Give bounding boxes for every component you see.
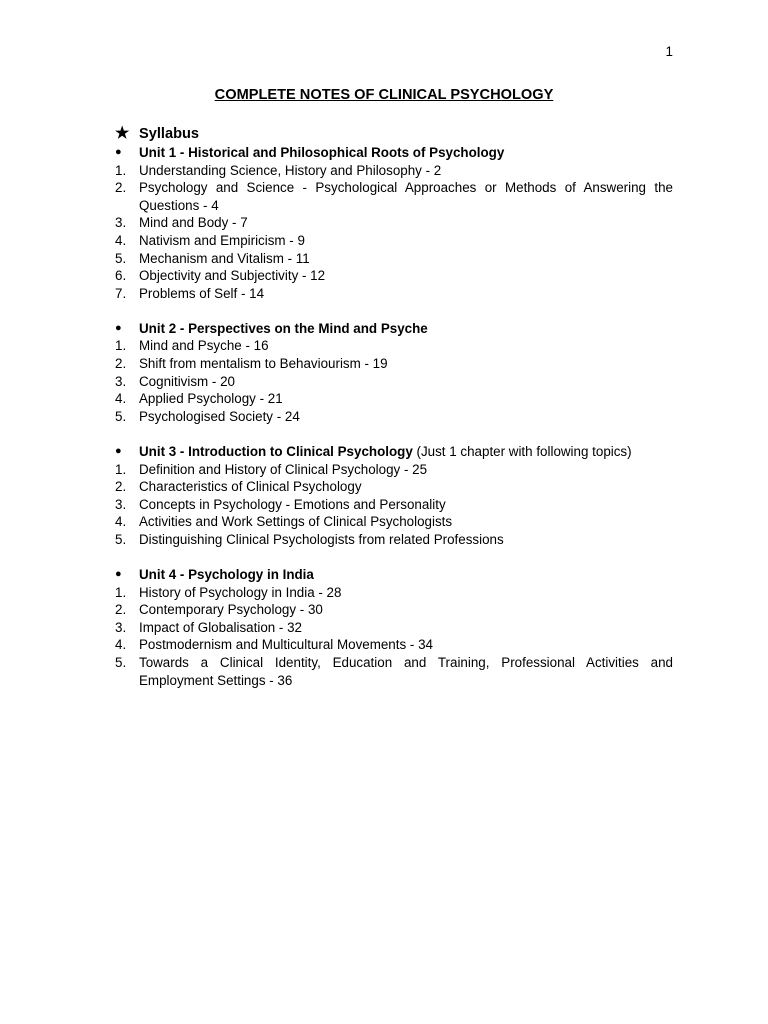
topic-text: Mechanism and Vitalism - 11: [139, 250, 310, 266]
topic-number: 1.: [115, 338, 127, 354]
topic-text: Psychologised Society - 24: [139, 408, 300, 424]
topic-item: [115, 337, 673, 355]
bullet-icon: ●: [115, 567, 122, 580]
topic-text: Mind and Body - 7: [139, 215, 248, 231]
unit-section: [115, 144, 673, 302]
topic-text: Shift from mentalism to Behaviourism - 19: [139, 356, 388, 372]
unit-heading-text: [139, 320, 673, 338]
topic-text: Activities and Work Settings of Clinical Psychologists: [139, 514, 453, 530]
topic-text: Impact of Globalisation - 32: [139, 619, 303, 635]
topic-text: Postmodernism and Multicultural Movements - 34: [139, 637, 433, 653]
topic-item: [115, 496, 673, 514]
topic-number: 2.: [115, 180, 127, 196]
topic-number: 6.: [115, 268, 127, 284]
topic-number: 1.: [115, 461, 127, 477]
topic-text: Mind and Psyche - 16: [139, 338, 269, 354]
bullet-icon: ●: [115, 444, 122, 457]
topic-text: History of Psychology in India - 28: [139, 584, 342, 600]
topic-number: 5.: [115, 531, 127, 547]
topic-item: [115, 355, 673, 373]
unit-note: (Just 1 chapter with following topics): [412, 443, 632, 459]
topic-number: 5.: [115, 250, 127, 266]
syllabus-label: Syllabus: [139, 126, 200, 142]
topic-text: Contemporary Psychology - 30: [139, 602, 323, 618]
unit-title: Unit 2 - Perspectives on the Mind and Psyche: [139, 320, 428, 336]
unit-heading: [115, 144, 673, 162]
topic-number: 2.: [115, 479, 127, 495]
topic-item: [115, 390, 673, 408]
topic-number: 4.: [115, 391, 127, 407]
topic-text: Concepts in Psychology - Emotions and Personality: [139, 496, 446, 512]
topic-item: [115, 179, 673, 214]
topic-item: [115, 267, 673, 285]
topic-text: Problems of Self - 14: [139, 285, 265, 301]
topic-text: Understanding Science, History and Philosophy - 2: [139, 162, 442, 178]
topic-item: [115, 285, 673, 303]
topic-number: 1.: [115, 584, 127, 600]
unit-heading-text: [139, 566, 673, 584]
topic-number: 3.: [115, 215, 127, 231]
topic-item: [115, 531, 673, 549]
unit-heading-text: [139, 144, 673, 162]
topic-text: Towards a Clinical Identity, Education and Training, Professional Activities and Employment Settings - 36: [139, 654, 673, 688]
document-title: COMPLETE NOTES OF CLINICAL PSYCHOLOGY: [214, 87, 554, 103]
topic-item: [115, 232, 673, 250]
unit-section: [115, 320, 673, 426]
bullet-icon: ●: [115, 146, 122, 158]
unit-title: Unit 4 - Psychology in India: [139, 566, 314, 582]
topic-item: [115, 584, 673, 602]
topic-text: Distinguishing Clinical Psychologists from related Professions: [139, 531, 504, 547]
unit-section: [115, 566, 673, 689]
topic-item: [115, 461, 673, 479]
topic-item: [115, 601, 673, 619]
topic-item: [115, 214, 673, 232]
unit-heading-text: [139, 443, 673, 461]
topic-text: Nativism and Empiricism - 9: [139, 232, 305, 248]
topic-item: [115, 636, 673, 654]
topic-number: 4.: [115, 232, 127, 248]
topic-text: Definition and History of Clinical Psychology - 25: [139, 461, 428, 477]
topic-item: [115, 619, 673, 637]
unit-heading: [115, 443, 673, 461]
unit-section: [115, 443, 673, 549]
topic-item: [115, 373, 673, 391]
topic-number: 1.: [115, 162, 127, 178]
topic-number: 3.: [115, 373, 127, 389]
topic-text: Objectivity and Subjectivity - 12: [139, 268, 326, 284]
topic-text: Characteristics of Clinical Psychology: [139, 479, 362, 495]
unit-heading: [115, 320, 673, 338]
unit-list: [115, 144, 673, 689]
page-number: 1: [665, 44, 673, 59]
unit-title: Unit 1 - Historical and Philosophical Roots of Psychology: [139, 145, 505, 160]
topic-item: [115, 250, 673, 268]
syllabus-heading: [115, 124, 673, 144]
topic-number: 7.: [115, 285, 127, 301]
topic-text: Psychology and Science - Psychological Approaches or Methods of Answering the Questions - 4: [139, 180, 673, 213]
unit-title: Unit 3 - Introduction to Clinical Psychology: [139, 443, 413, 459]
unit-heading: [115, 566, 673, 584]
topic-item: [115, 654, 673, 689]
topic-number: 2.: [115, 356, 127, 372]
topic-number: 5.: [115, 654, 127, 670]
topic-number: 5.: [115, 408, 127, 424]
topic-number: 2.: [115, 602, 127, 618]
topic-item: [115, 408, 673, 426]
topic-number: 4.: [115, 514, 127, 530]
topic-text: Applied Psychology - 21: [139, 391, 283, 407]
star-icon: ★: [115, 125, 130, 142]
topic-number: 3.: [115, 619, 127, 635]
syllabus-content: [115, 124, 673, 707]
topic-item: [115, 162, 673, 180]
topic-text: Cognitivism - 20: [139, 373, 235, 389]
topic-item: [115, 513, 673, 531]
topic-item: [115, 478, 673, 496]
topic-number: 4.: [115, 637, 127, 653]
bullet-icon: ●: [115, 321, 122, 334]
topic-number: 3.: [115, 496, 127, 512]
